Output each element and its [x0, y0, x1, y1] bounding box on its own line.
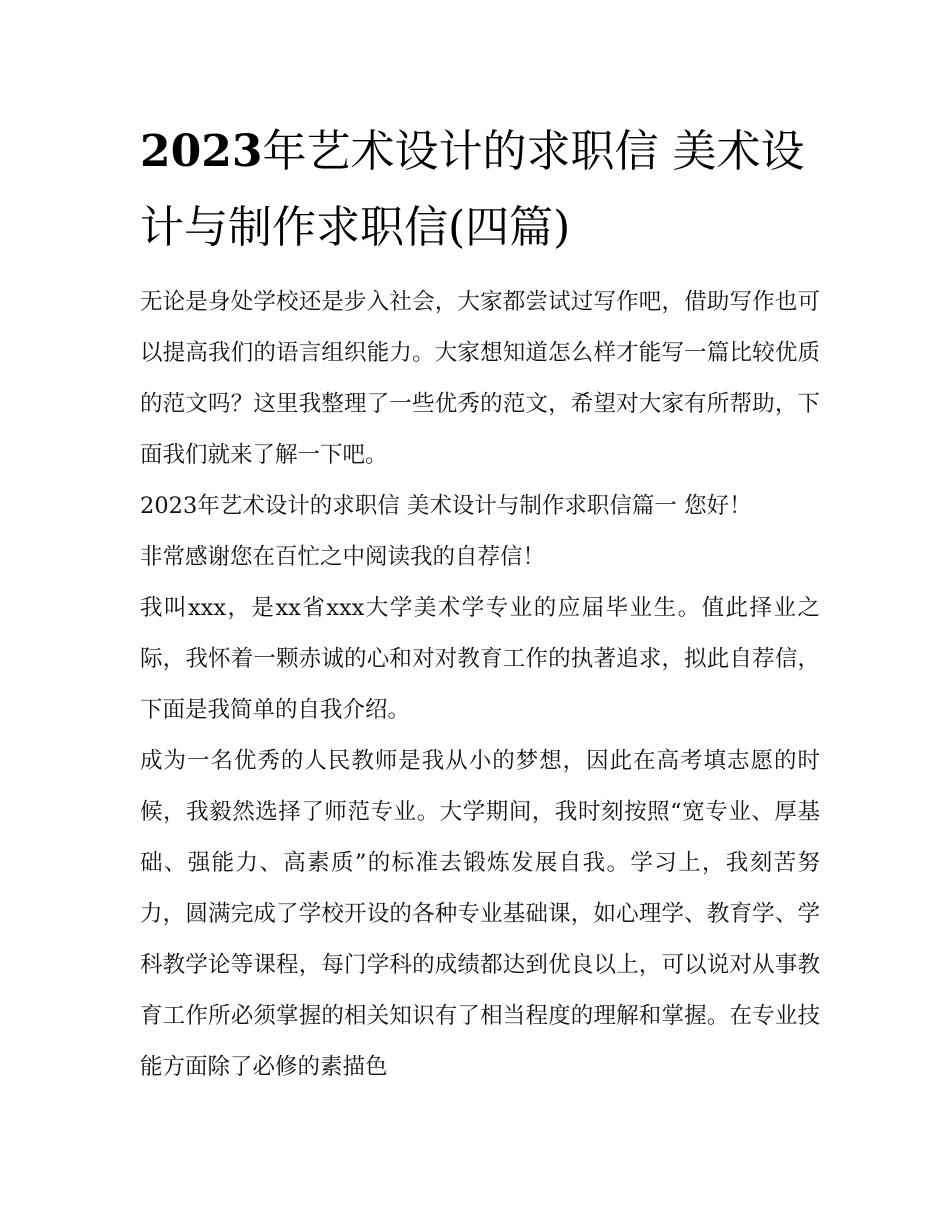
- paragraph-thanks: 非常感谢您在百忙之中阅读我的自荐信！: [140, 544, 546, 570]
- title-year: 2023: [140, 126, 263, 177]
- paragraph-intro: 无论是身处学校还是步入社会，大家都尝试过写作吧，借助写作也可以提高我们的语言组织能力。大家想知道怎么样才能写一篇比较优质的范文吗？这里我整理了一些优秀的范文，希望对大家有所帮助，下面我们就来了解一下吧。: [140, 289, 820, 468]
- title-text: 年艺术设计的求职信 美术设计与制作求职信(四篇): [140, 126, 805, 253]
- document-body: [140, 277, 820, 1093]
- document-title: [140, 114, 820, 266]
- paragraph-self-intro: 我叫xxx，是xx省xxx大学美术学专业的应届毕业生。值此择业之际，我怀着一颗赤诚的心和对对教育工作的执著追求，拟此自荐信，下面是我简单的自我介绍。: [140, 595, 820, 723]
- paragraph-letter-heading: 2023年艺术设计的求职信 美术设计与制作求职信篇一 您好！: [140, 493, 752, 519]
- paragraph-study: 成为一名优秀的人民教师是我从小的梦想，因此在高考填志愿的时候，我毅然选择了师范专业。大学期间，我时刻按照“宽专业、厚基础、强能力、高素质”的标准去锻炼发展自我。学习上，我刻苦努力，圆满完成了学校开设的各种专业基础课，如心理学、教育学、学科教学论等课程，每门学科的成绩都达到优良以上，可以说对从事教育工作所必须掌握的相关知识有了相当程度的理解和掌握。在专业技能方面除了必修的素描色: [140, 748, 820, 1080]
